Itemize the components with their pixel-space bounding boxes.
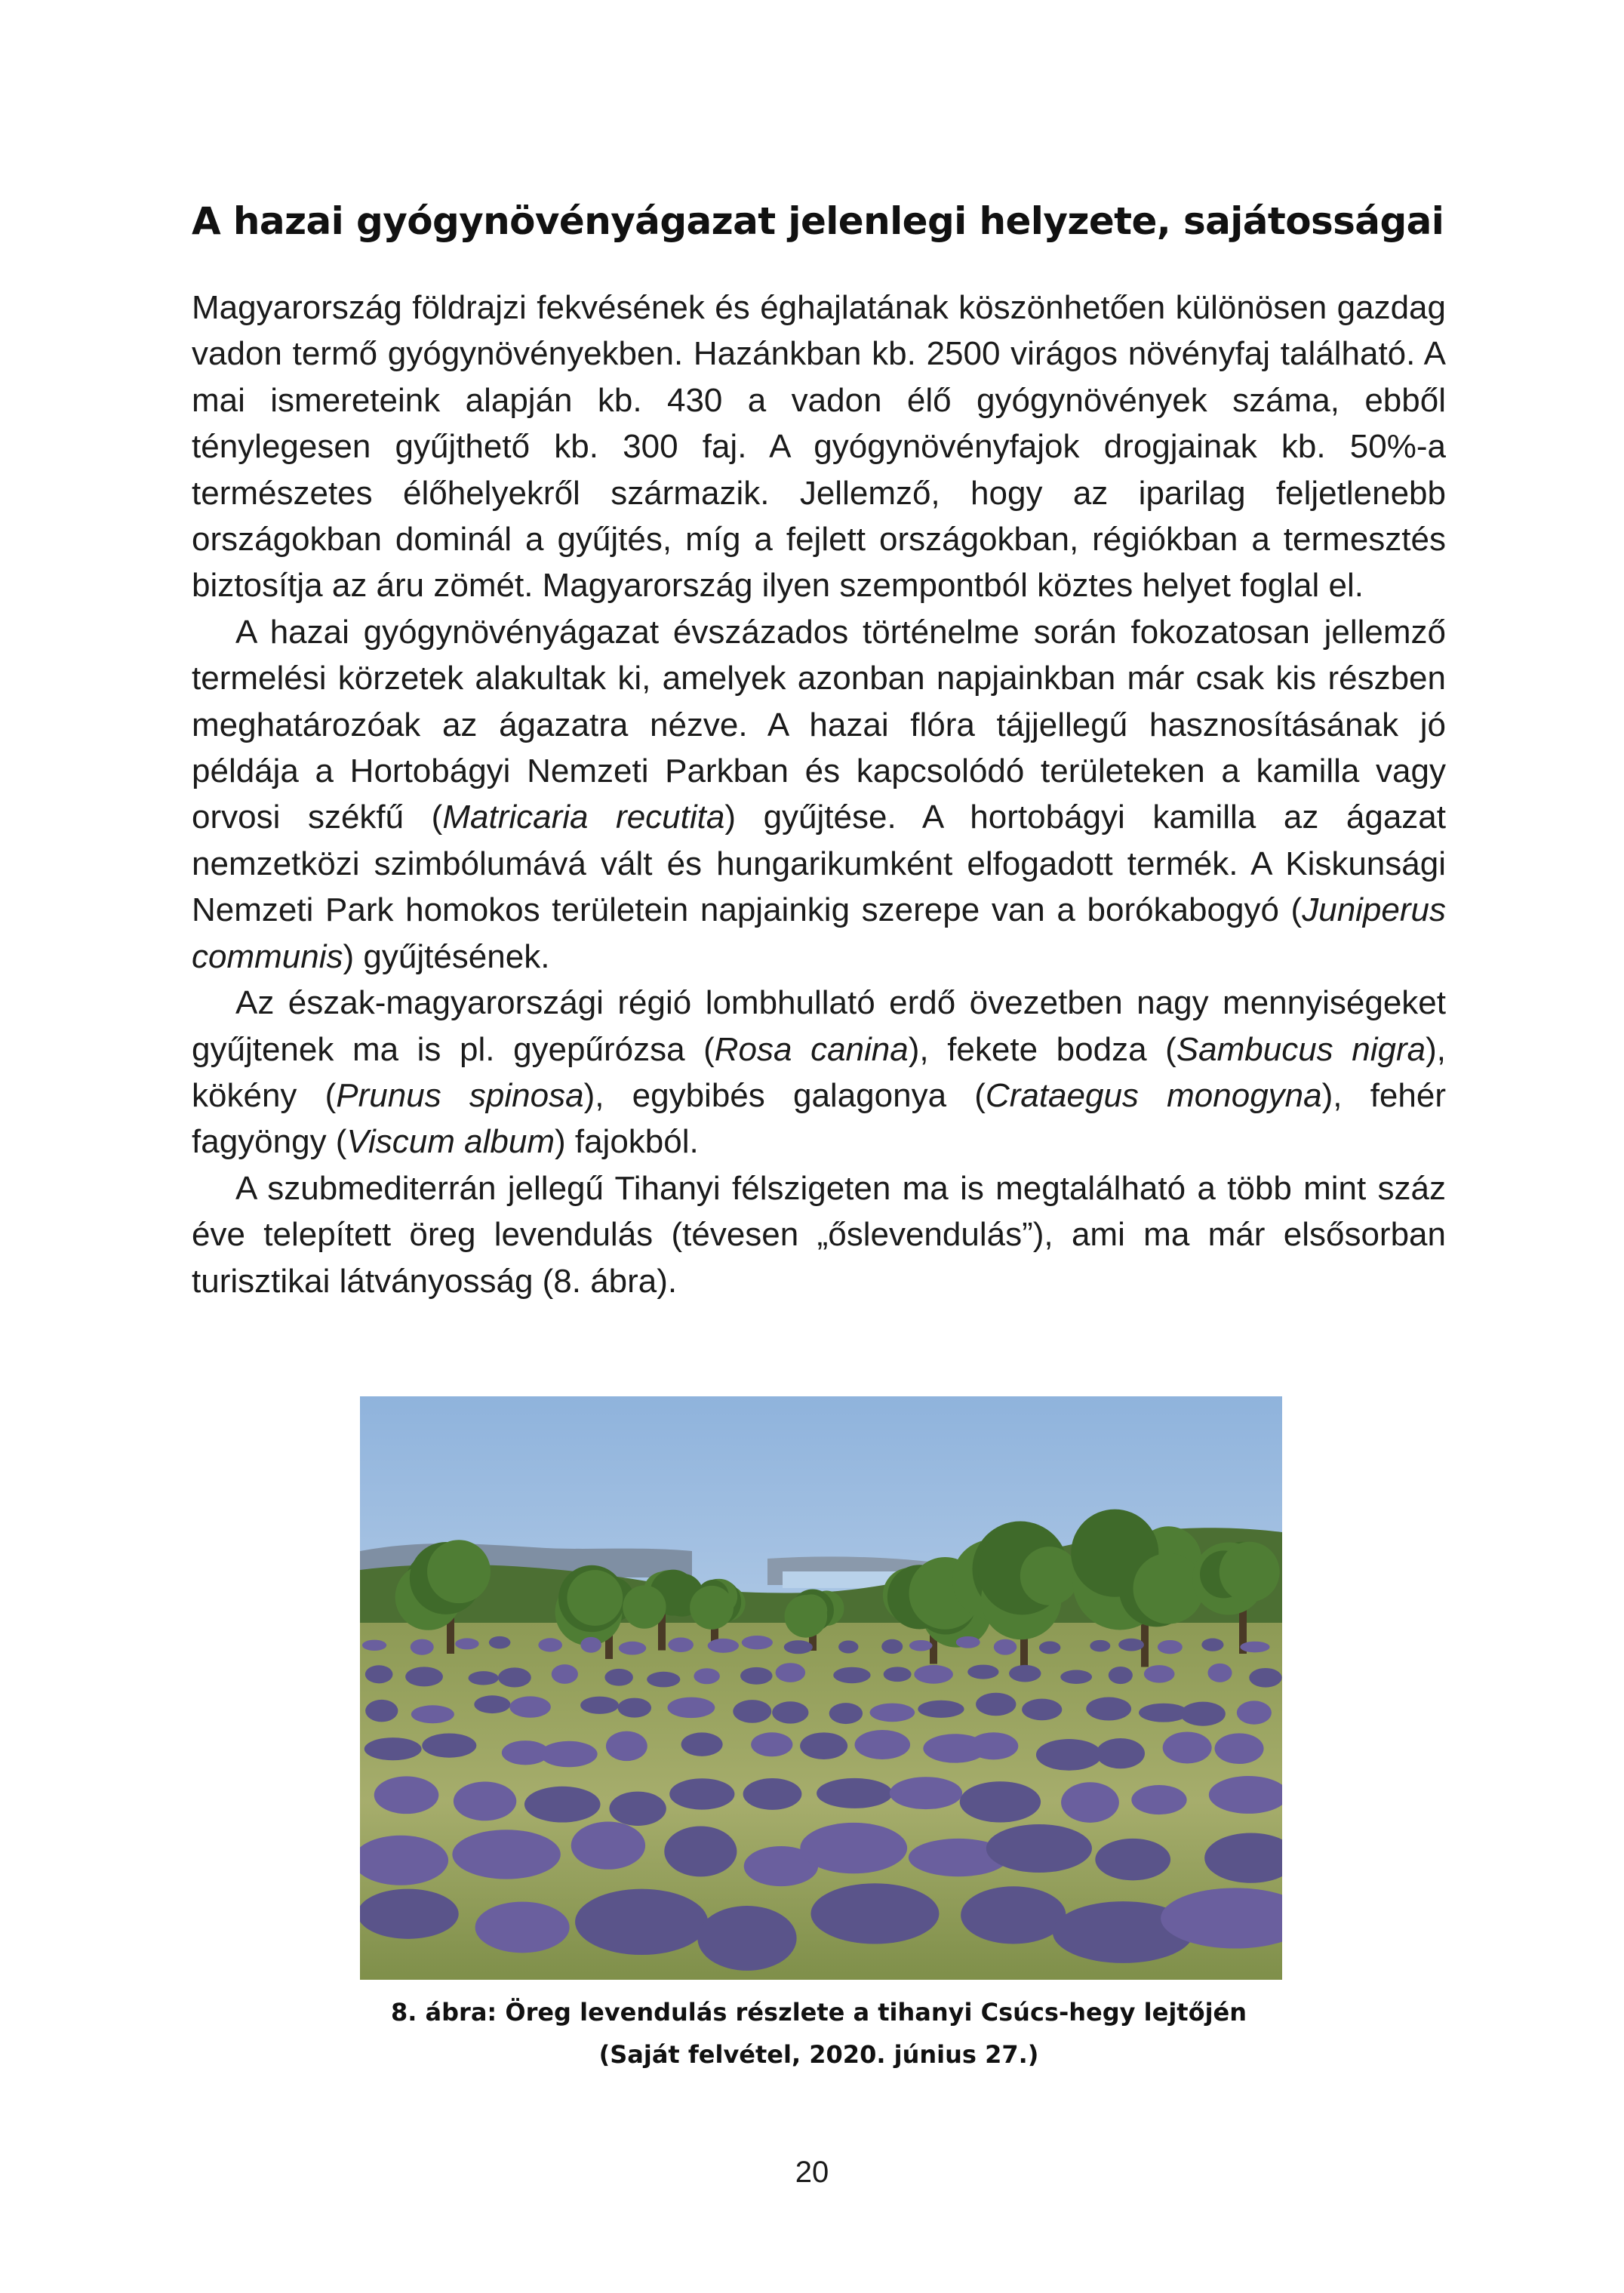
lavender-bush	[881, 1639, 903, 1654]
lavender-bush	[619, 1642, 646, 1655]
lavender-bush	[360, 1889, 459, 1939]
lavender-bush	[1022, 1699, 1062, 1721]
species-name: Prunus spinosa	[336, 1076, 584, 1114]
lavender-bush	[800, 1823, 907, 1873]
paragraph-2-text-b: ) gyűjtése. A hortobágyi kamilla az ágazat nemzetközi szimbólumává vált és hungarikumként elfogadott termék. A Kiskunsági Nemzeti Park homokos területein napjainkig szerepe van a borókabogyó (	[192, 799, 1446, 929]
figure-caption	[192, 1991, 1446, 2076]
lavender-bush	[540, 1741, 598, 1768]
lavender-bush	[994, 1639, 1017, 1655]
lavender-bush	[890, 1777, 962, 1809]
tree-canopy	[690, 1586, 734, 1630]
tree-canopy	[427, 1540, 491, 1603]
lavender-bush	[455, 1638, 478, 1649]
paragraph-2-text-c: ) gyűjtésének.	[343, 937, 550, 975]
lavender-bush	[855, 1730, 911, 1759]
lavender-field-photo	[360, 1396, 1282, 1980]
section-heading: A hazai gyógynövényágazat jelenlegi helyzete, sajátosságai	[192, 199, 1444, 243]
species-name: Rosa canina	[714, 1030, 909, 1068]
species-name: Crataegus monogyna	[985, 1076, 1322, 1114]
lavender-bush	[362, 1640, 386, 1651]
lavender-bush	[1237, 1701, 1272, 1724]
paragraph-2-text-a: A hazai gyógynövényágazat évszázados történelme során fokozatosan jellemző termelési körzetek alakultak ki, amelyek azonban napjainkban már csak kis részben meghatározóak az ágazatra nézve. A hazai flóra tájjellegű hasznosításának jó példája a Hortobágyi Nemzeti Parkban és kapcsolódó területeken a kamilla vagy orvosi székfű (	[192, 613, 1446, 836]
paragraph-3-text-f: ) fajokból.	[554, 1123, 699, 1161]
lavender-bush	[474, 1695, 510, 1713]
lavender-bush	[870, 1704, 915, 1722]
lavender-bush	[405, 1667, 443, 1686]
lavender-bush	[552, 1664, 578, 1684]
species-name: Matricaria recutita	[442, 799, 725, 836]
paragraph-3-text-d: ), egybibés galagonya (	[583, 1076, 986, 1114]
lavender-bush	[956, 1636, 980, 1648]
lavender-bush	[667, 1697, 715, 1719]
lavender-bush	[1180, 1702, 1226, 1726]
lavender-bush	[1214, 1733, 1263, 1764]
lavender-bush	[838, 1640, 858, 1653]
lavender-bush	[884, 1667, 912, 1682]
caption-line-2: (Saját felvétel, 2020. június 27.)	[598, 2040, 1039, 2069]
tree-canopy	[1220, 1542, 1280, 1602]
lavender-bush	[784, 1640, 813, 1654]
lavender-bush	[1039, 1642, 1060, 1654]
paragraph-2	[192, 609, 1446, 980]
lavender-bush	[1061, 1782, 1119, 1823]
lavender-bush	[829, 1703, 863, 1724]
lavender-bush	[571, 1822, 645, 1870]
lavender-bush	[524, 1787, 601, 1823]
lavender-bush	[475, 1902, 570, 1953]
tree-canopy	[1020, 1547, 1079, 1605]
lavender-bush	[914, 1665, 953, 1684]
paragraph-1: Magyarország földrajzi fekvésének és éghajlatának köszönhetően különösen gazdag vadon termő gyógynövényekben. Hazánkban kb. 2500 virágos növényfaj található. A mai ismereteink alapján kb. 430 a vadon élő gyógynövények száma, ebből ténylegesen gyűjthető kb. 300 faj. A gyógynövényfajok drogjainak kb. 50%-a természetes élőhelyekről származik. Jellemző, hogy az iparilag feljetlenebb országokban dominál a gyűjtés, míg a fejlett országokban, régiókban a termesztés biztosítja az áru zömét. Magyarország ilyen szempontból köztes helyet foglal el.	[192, 289, 1446, 605]
lavender-bush	[1144, 1665, 1175, 1683]
lavender-bush	[509, 1696, 551, 1717]
lavender-bush	[1240, 1642, 1269, 1653]
lavender-bush	[411, 1639, 434, 1655]
species-name: Sambucus nigra	[1176, 1030, 1426, 1068]
lavender-bush	[1118, 1639, 1144, 1651]
lavender-bush	[454, 1782, 516, 1821]
paragraph-3-text-a: Az észak-magyarországi régió lombhullató erdő övezetben nagy mennyiségeket gyűjtenek ma is pl. gyepűrózsa (	[192, 984, 1446, 1068]
lavender-bush	[1060, 1670, 1092, 1684]
lavender-bush	[606, 1731, 647, 1762]
lavender-bush	[365, 1665, 393, 1683]
lavender-bush	[365, 1700, 398, 1722]
lavender-bush	[647, 1672, 680, 1688]
lavender-bush	[1207, 1664, 1232, 1682]
lavender-bush	[909, 1640, 933, 1651]
lavender-bush	[498, 1667, 531, 1687]
lavender-bush	[817, 1778, 893, 1808]
lavender-bush	[1086, 1697, 1131, 1721]
tree-canopy	[567, 1570, 623, 1626]
paragraph-3-text-c: ), kökény (	[192, 1030, 1446, 1114]
lavender-bush	[1201, 1639, 1223, 1651]
lavender-bush	[1009, 1665, 1041, 1682]
lavender-bush	[664, 1827, 737, 1877]
lavender-bush	[743, 1778, 802, 1810]
lavender-bush	[918, 1701, 964, 1718]
body-text	[192, 285, 1446, 1304]
lavender-bush	[960, 1781, 1041, 1822]
lavender-bush	[469, 1671, 499, 1685]
lavender-bush	[776, 1663, 806, 1682]
lavender-bush	[374, 1776, 439, 1814]
lavender-bush	[733, 1700, 771, 1723]
lavender-bush	[708, 1639, 739, 1653]
species-name: Viscum album	[346, 1123, 555, 1161]
lavender-bush	[538, 1638, 562, 1651]
lavender-bush	[833, 1667, 870, 1683]
page-number: 20	[795, 2156, 829, 2189]
lavender-bush	[422, 1734, 476, 1758]
lavender-bush	[810, 1883, 939, 1944]
lavender-bush	[967, 1665, 998, 1679]
lavender-bush	[452, 1830, 561, 1879]
lavender-bush	[668, 1638, 694, 1652]
paragraph-3-text-b: ), fekete bodza (	[908, 1030, 1176, 1068]
paragraph-4: A szubmediterrán jellegű Tihanyi félszigeten ma is megtalálható a több mint száz éve telepített öreg levendulás (tévesen „őslevendulás”), ami ma már elsősorban turisztikai látványosság (8. ábra).	[192, 1169, 1446, 1300]
lavender-bush	[669, 1778, 734, 1809]
lavender-bush	[580, 1637, 601, 1653]
caption-line-1: 8. ábra: Öreg levendulás részlete a tihanyi Csúcs-hegy lejtőjén	[390, 1998, 1247, 2027]
lavender-bush	[751, 1732, 792, 1756]
lavender-bush	[1158, 1640, 1183, 1654]
lavender-bush	[575, 1889, 708, 1955]
lavender-bush	[1090, 1640, 1110, 1652]
lavender-bush	[961, 1886, 1066, 1944]
lavender-bush	[411, 1705, 454, 1723]
lavender-bush	[364, 1737, 422, 1760]
lavender-bush	[1249, 1668, 1281, 1688]
photo-illustration	[360, 1396, 1282, 1980]
lavender-bush	[740, 1667, 773, 1685]
lavender-bush	[489, 1636, 511, 1649]
lavender-bush	[1131, 1785, 1186, 1814]
lavender-bush	[742, 1636, 773, 1649]
lavender-bush	[697, 1906, 796, 1971]
lavender-bush	[800, 1732, 847, 1759]
tree-canopy	[1133, 1553, 1204, 1624]
lavender-bush	[1097, 1738, 1145, 1768]
lavender-bush	[694, 1668, 719, 1684]
lavender-bush	[681, 1732, 723, 1756]
tree-canopy	[785, 1595, 828, 1638]
paragraph-3-text-e: ), fehér fagyöngy (	[192, 1076, 1446, 1161]
paragraph-3	[192, 980, 1446, 1165]
lavender-bush	[580, 1697, 619, 1714]
lavender-bush	[604, 1669, 633, 1686]
lavender-bush	[1163, 1731, 1212, 1763]
lavender-bush	[969, 1732, 1018, 1759]
lavender-bush	[1036, 1739, 1102, 1771]
lavender-bush	[772, 1701, 808, 1723]
lavender-bush	[609, 1792, 666, 1826]
lavender-bush	[976, 1693, 1016, 1716]
species-name: Juniperus communis	[192, 891, 1446, 975]
lavender-bush	[1109, 1667, 1133, 1684]
lavender-bush	[618, 1698, 652, 1718]
tree-canopy	[623, 1585, 666, 1628]
lavender-bush	[986, 1824, 1092, 1873]
lavender-bush	[1095, 1839, 1170, 1880]
